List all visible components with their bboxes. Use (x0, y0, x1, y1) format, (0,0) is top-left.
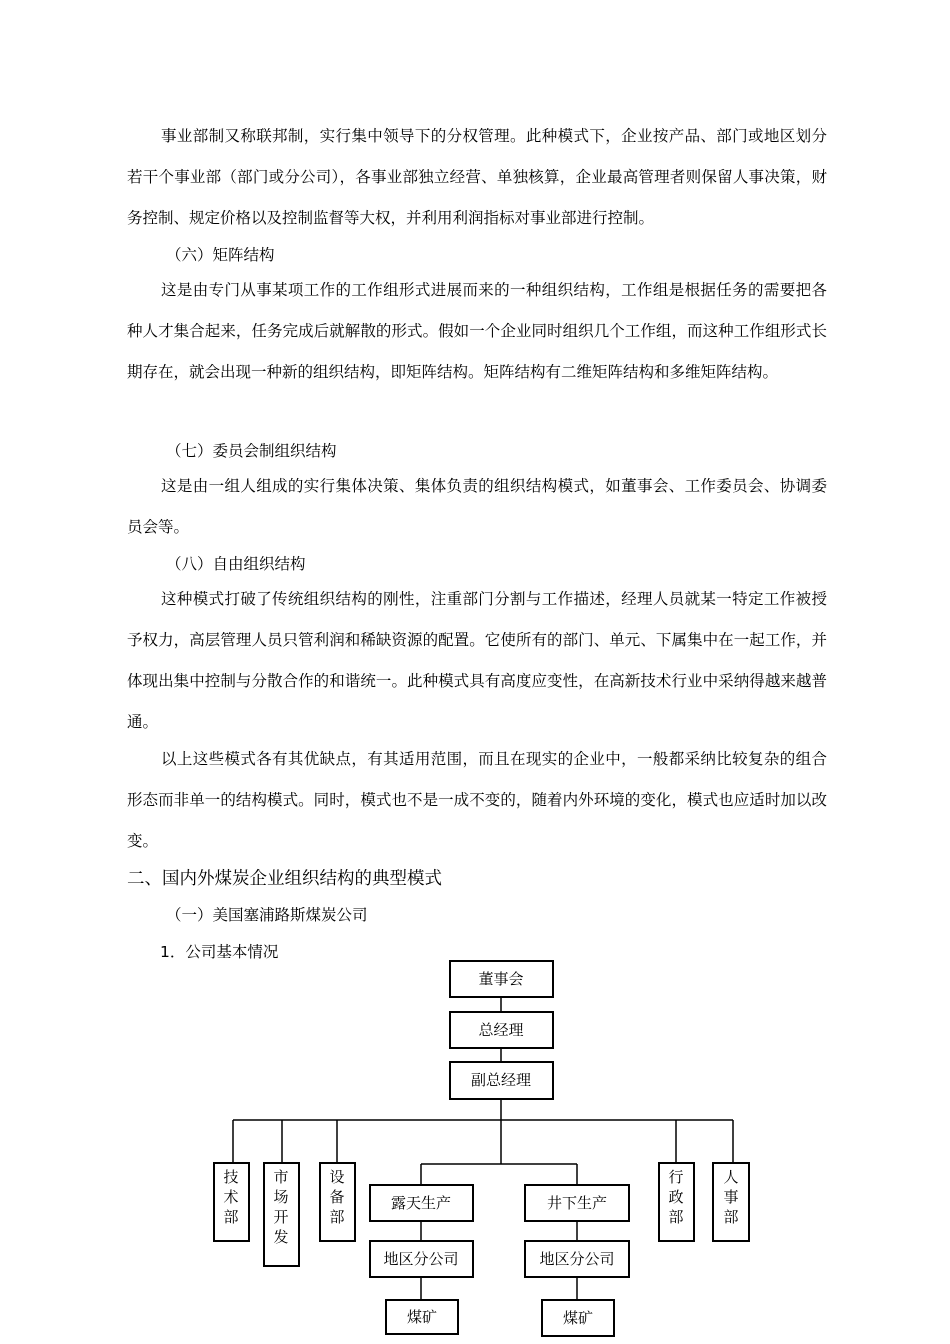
svg-text:煤矿: 煤矿 (406, 1308, 438, 1326)
svg-text:术: 术 (223, 1188, 239, 1206)
paragraph-divisional-structure: 事业部制又称联邦制，实行集中领导下的分权管理。此种模式下，企业按产品、部门或地区划分若干个事业部（部门或分公司），各事业部独立经营、单独核算，企业最高管理者则保留人事决策，财务控制、规定价格以及控制监督等大权，并利用利润指标对事业部进行控制。 (127, 127, 827, 227)
svg-text:部: 部 (329, 1208, 345, 1226)
svg-text:人: 人 (723, 1168, 739, 1186)
node-vice-general-manager (450, 1062, 553, 1099)
node-regional-branch-right (525, 1241, 629, 1277)
node-underground-production (525, 1185, 629, 1221)
section-title: 二、国内外煤炭企业组织结构的典型模式 (127, 869, 442, 889)
node-regional-branch-left (370, 1241, 473, 1277)
node-open-pit-production (370, 1185, 473, 1221)
svg-text:发: 发 (273, 1228, 289, 1246)
svg-text:地区分公司: 地区分公司 (539, 1250, 615, 1268)
heading-free-structure: （八）自由组织结构 (166, 555, 306, 573)
svg-text:市: 市 (273, 1168, 289, 1186)
svg-text:总经理: 总经理 (478, 1021, 524, 1039)
paragraph-matrix-structure: 这是由专门从事某项工作的工作组形式进展而来的一种组织结构，工作组是根据任务的需要把各种人才集合起来，任务完成后就解散的形式。假如一个企业同时组织几个工作组，而这种工作组形式长期存在，就会出现一种新的组织结构，即矩阵结构。矩阵结构有二维矩阵结构和多维矩阵结构。 (127, 281, 827, 381)
svg-text:部: 部 (668, 1208, 684, 1226)
svg-text:煤矿: 煤矿 (562, 1309, 594, 1327)
svg-text:地区分公司: 地区分公司 (383, 1250, 459, 1268)
svg-text:事: 事 (723, 1188, 739, 1206)
svg-text:行: 行 (668, 1168, 684, 1186)
subsection-title-cyprus-coal: （一）美国塞浦路斯煤炭公司 (166, 906, 368, 924)
heading-committee-structure: （七）委员会制组织结构 (166, 442, 337, 460)
node-coal-mine-right (542, 1300, 614, 1336)
svg-text:政: 政 (668, 1188, 684, 1206)
heading-matrix-structure: （六）矩阵结构 (166, 246, 275, 264)
node-board (450, 961, 553, 997)
svg-text:场: 场 (273, 1188, 289, 1206)
svg-text:井下生产: 井下生产 (546, 1194, 608, 1212)
node-equipment-dept (320, 1163, 355, 1241)
svg-text:技: 技 (223, 1168, 239, 1186)
svg-text:露天生产: 露天生产 (390, 1194, 452, 1212)
svg-text:副总经理: 副总经理 (470, 1071, 532, 1089)
svg-text:部: 部 (223, 1208, 239, 1226)
paragraph-summary: 以上这些模式各有其优缺点，有其适用范围，而且在现实的企业中，一般都采纳比较复杂的组合形态而非单一的结构模式。同时，模式也不是一成不变的，随着内外环境的变化，模式也应适时加以改变。 (127, 750, 827, 850)
paragraph-free-structure: 这种模式打破了传统组织结构的刚性，注重部门分割与工作描述，经理人员就某一特定工作被授予权力，高层管理人员只管利润和稀缺资源的配置。它使所有的部门、单元、下属集中在一起工作，并体现出集中控制与分散合作的和谐统一。此种模式具有高度应变性，在高新技术行业中采纳得越来越普通。 (127, 590, 827, 731)
svg-text:备: 备 (329, 1188, 345, 1206)
subsection-company-overview: 1．公司基本情况 (160, 943, 279, 961)
svg-text:部: 部 (723, 1208, 739, 1226)
svg-text:开: 开 (273, 1208, 289, 1226)
node-tech-dept (214, 1163, 249, 1241)
node-hr-dept (713, 1163, 749, 1241)
svg-text:董事会: 董事会 (478, 970, 524, 988)
node-market-dept (264, 1163, 299, 1266)
node-coal-mine-left (386, 1300, 458, 1334)
node-admin-dept (659, 1163, 694, 1241)
svg-text:设: 设 (329, 1168, 345, 1186)
node-general-manager (450, 1012, 553, 1048)
paragraph-committee-structure: 这是由一组人组成的实行集体决策、集体负责的组织结构模式，如董事会、工作委员会、协调委员会等。 (127, 477, 827, 536)
